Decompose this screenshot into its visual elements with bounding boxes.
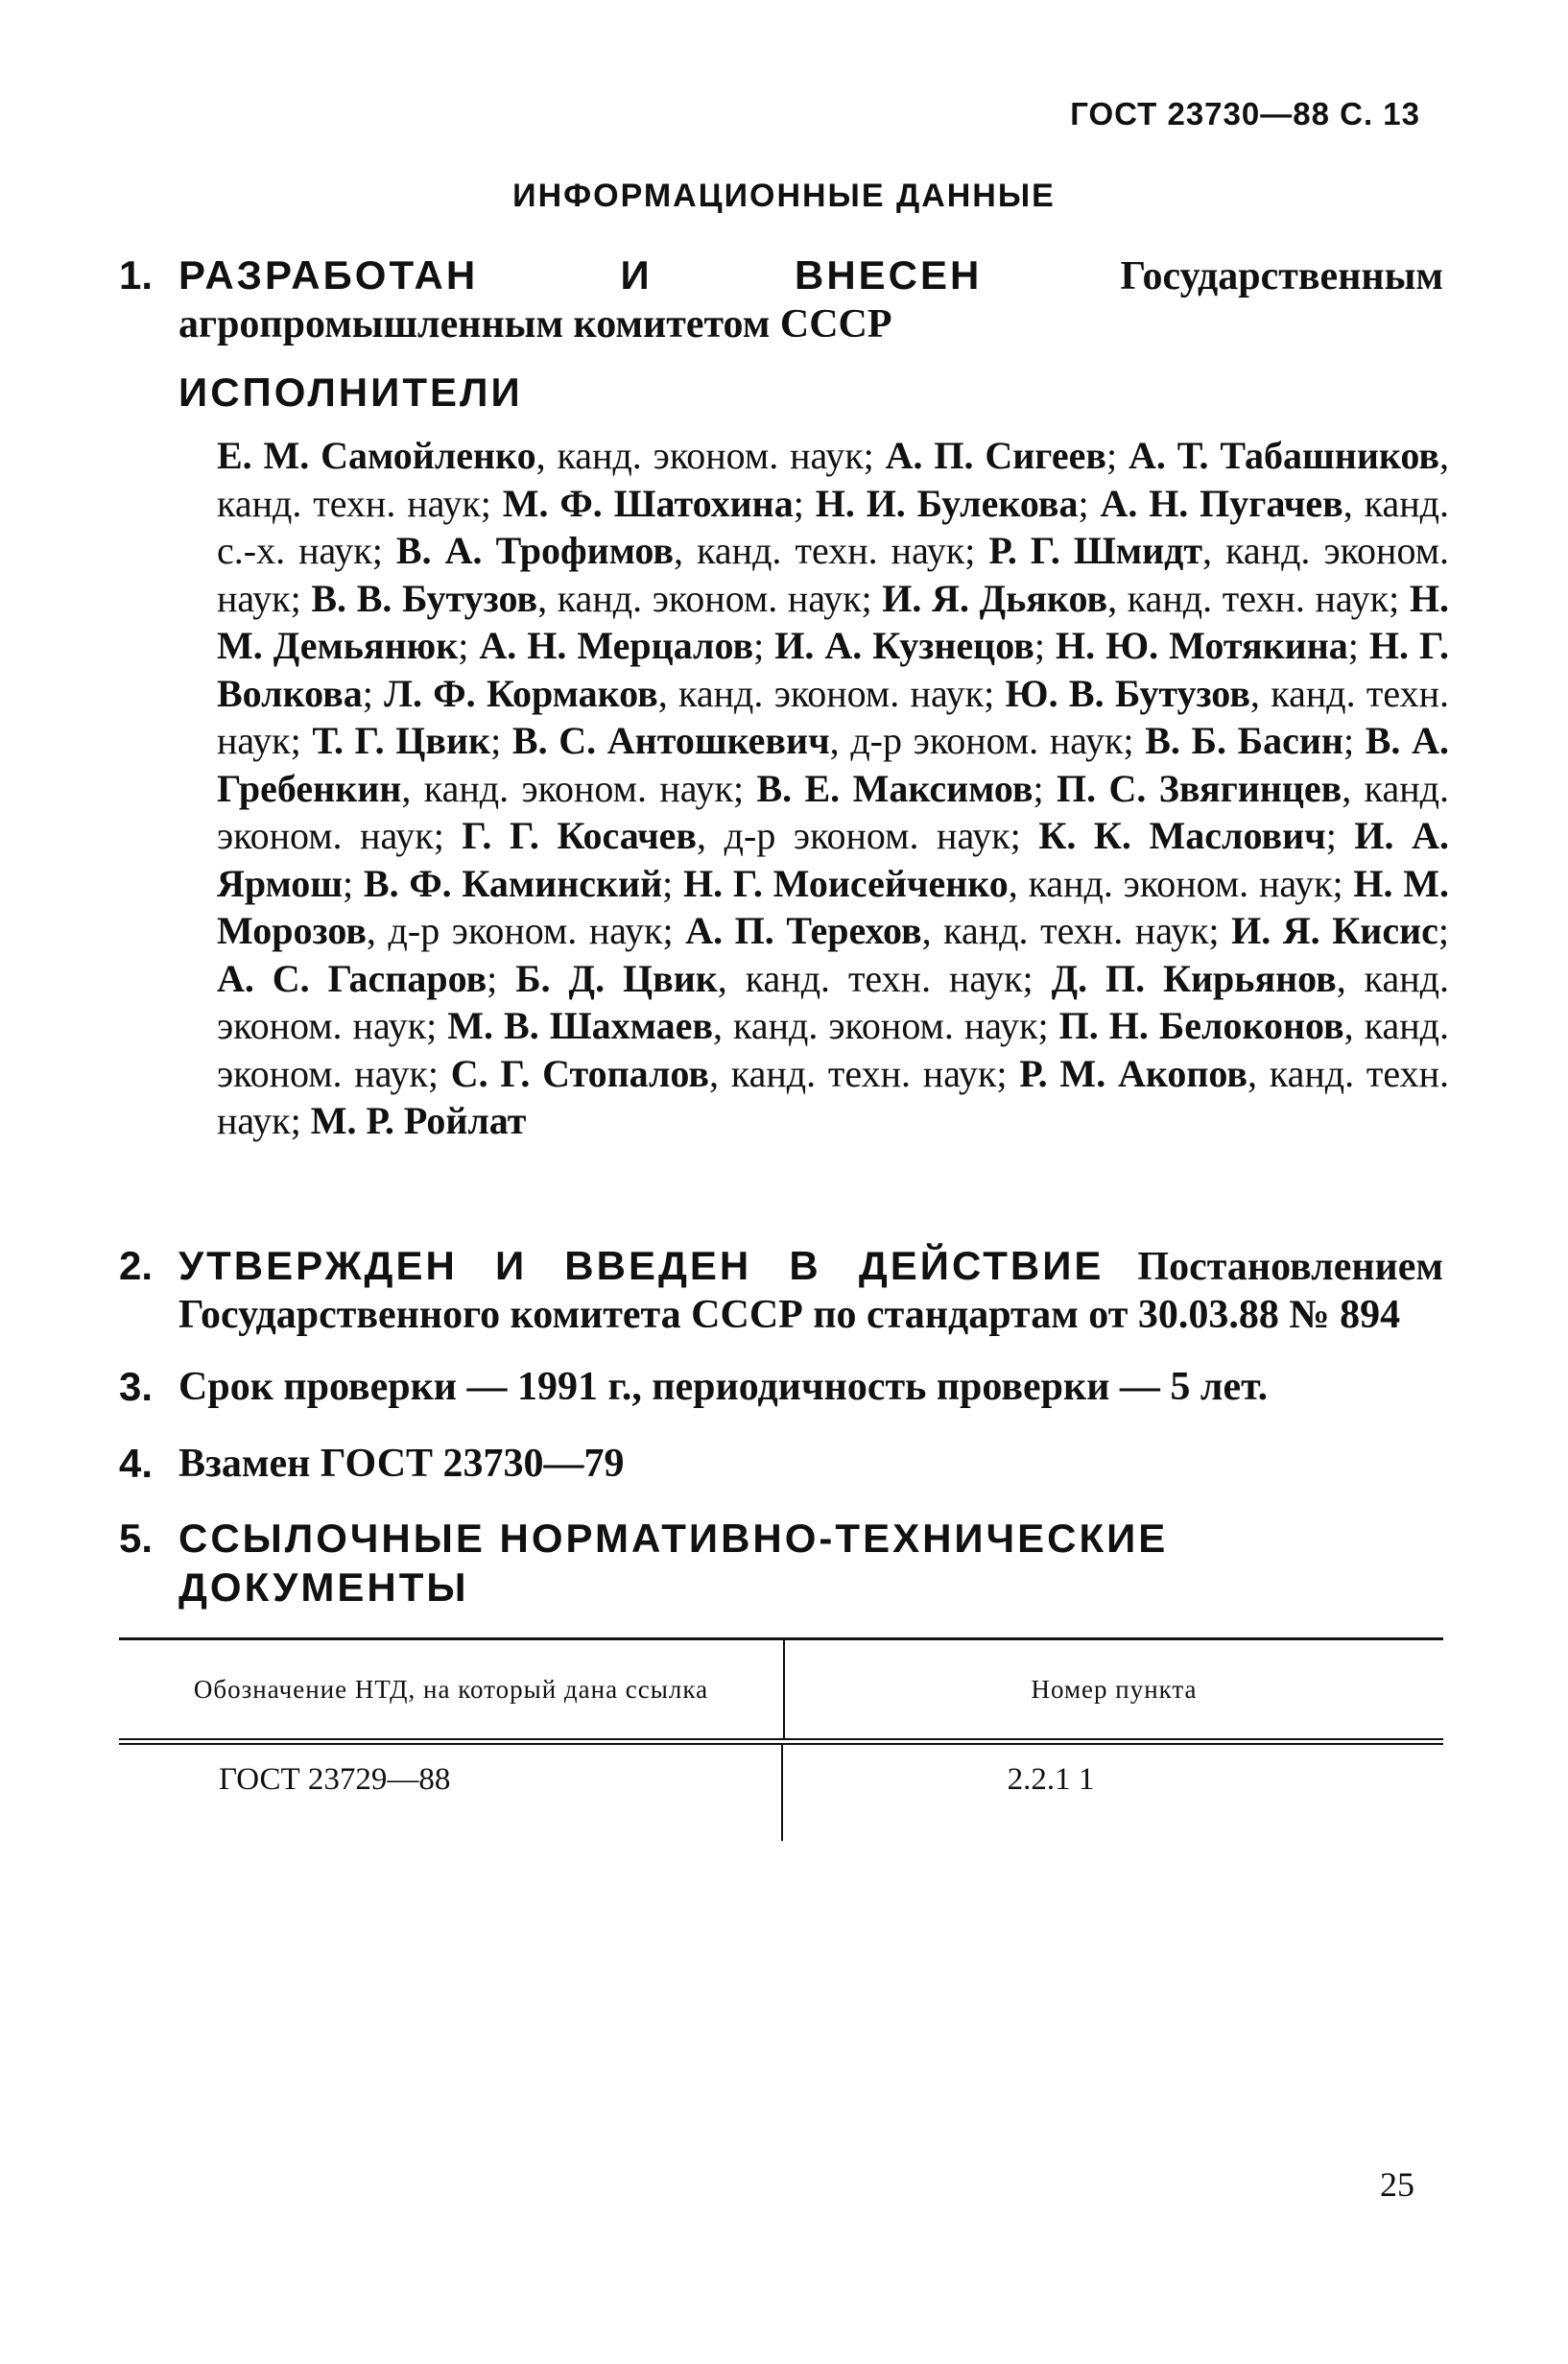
- info-item-5: [119, 1515, 1443, 1612]
- executor-name: Д. П. Кирьянов: [1051, 956, 1337, 1000]
- info-item-1: [119, 251, 1443, 348]
- executor-title: канд. эконом. наук: [217, 956, 1449, 1047]
- reference-documents-table: [119, 1637, 1443, 1841]
- executor-name: Г. Г. Косачев: [462, 814, 698, 857]
- executor-name: И. Я. Кисис: [1231, 909, 1438, 952]
- executor-title: канд. техн. наук: [943, 909, 1209, 952]
- executor-title: канд. эконом. наук: [557, 576, 862, 620]
- executor-title: д-р эконом. наук: [850, 719, 1124, 762]
- executor-name: В. С. Антошкевич: [511, 719, 830, 762]
- executor-name: Р. М. Акопов: [1019, 1051, 1248, 1095]
- executor-title: канд. эконом. наук: [217, 766, 1449, 857]
- executor-name: Н. И. Булекова: [815, 481, 1079, 525]
- executor-name: Е. М. Самойленко: [217, 434, 536, 477]
- executor-name: А. П. Терехов: [685, 909, 922, 952]
- executor-title: канд. эконом. наук: [1028, 861, 1333, 905]
- item-text: Взамен ГОСТ 23730—79: [178, 1442, 625, 1486]
- item-number: 3.: [119, 1364, 154, 1409]
- executor-name: Л. Ф. Кормаков: [384, 671, 658, 715]
- executor-title: д-р эконом. наук: [724, 814, 1010, 857]
- executor-name: В. В. Бутузов: [311, 576, 538, 620]
- executor-name: М. Ф. Шатохина: [502, 481, 794, 525]
- item-number: 2.: [119, 1243, 154, 1288]
- item-text: Государственным агропромышленным комитетом СССР: [178, 254, 1443, 346]
- executor-title: канд. техн. наук: [217, 671, 1450, 762]
- executor-name: В. А. Трофимов: [395, 529, 675, 572]
- executor-title: канд. эконом. наук: [678, 671, 985, 715]
- item-heading: РАЗРАБОТАН И ВНЕСЕН: [178, 252, 983, 298]
- executor-name: Н. Г. Волкова: [217, 624, 1449, 715]
- executor-title: канд. техн. наук: [217, 1051, 1449, 1142]
- executor-name: К. К. Маслович: [1038, 814, 1326, 857]
- executor-name: Р. Г. Шмидт: [988, 529, 1203, 572]
- executors-list: Е. М. Самойленко, канд. эконом. наук; А. П. Сигеев; А. Т. Табашников, канд. техн. наук; М. Ф. Шатохина; Н. И. Булекова; А. Н. Пугачев, канд. с.-х. наук; В. А. Трофимов, канд. техн. наук; Р. Г. Шмидт, канд. эконом. наук; В. В. Бутузов, канд. эконом. наук; И. Я. Дьяков, канд. техн. наук; Н. М. Демьянюк; А. Н. Мерцалов; И. А. Кузнецов; Н. Ю. Мотякина; Н. Г. Волкова; Л. Ф. Кормаков, канд. эконом. наук; Ю. В. Бутузов, канд. техн. наук; Т. Г. Цвик; В. С. Антошкевич, д-р эконом. наук; В. Б. Басин; В. А. Гребенкин, канд. эконом. наук; В. Е. Максимов; П. С. Звягинцев, канд. эконом. наук; Г. Г. Косачев, д-р эконом. наук; К. К. Маслович; И. А. Ярмош; В. Ф. Каминский; Н. Г. Моисейченко, канд. эконом. наук; Н. М. Морозов, д-р эконом. наук; А. П. Терехов, канд. техн. наук; И. Я. Кисис; А. С. Гаспаров; Б. Д. Цвик, канд. техн. наук; Д. П. Кирьянов, канд. эконом. наук; М. В. Шахмаев, канд. эконом. наук; П. Н. Белоконов, канд. эконом. наук; С. Г. Стопалов, канд. техн. наук; Р. М. Акопов, канд. техн. наук; М. Р. Ройлат: [217, 434, 1450, 1142]
- page-header-gost-code: ГОСТ 23730—88 С. 13: [1070, 96, 1420, 131]
- table-cell-designation: ГОСТ 23729—88: [119, 1745, 783, 1841]
- item-number: 1.: [119, 252, 154, 298]
- executors-heading: ИСПОЛНИТЕЛИ: [178, 370, 523, 415]
- executor-title: канд. техн. наук: [217, 481, 481, 525]
- executor-title: канд. эконом. наук: [217, 529, 1450, 620]
- executor-name: И. А. Ярмош: [217, 814, 1450, 905]
- executor-name: М. В. Шахмаев: [447, 1004, 713, 1047]
- item-heading: ССЫЛОЧНЫЕ НОРМАТИВНО-ТЕХНИЧЕСКИЕ ДОКУМЕНТЫ: [178, 1516, 1169, 1610]
- executor-name: Н. Г. Моисейченко: [683, 861, 1009, 905]
- table-cell-clause-number: 2.2.1 1: [1007, 1762, 1095, 1797]
- executor-name: А. П. Сигеев: [885, 434, 1107, 477]
- executor-name: А. Н. Пугачев: [1100, 481, 1343, 525]
- executor-name: Б. Д. Цвик: [515, 956, 718, 1000]
- item-text: Постановлением Государственного комитета СССР по стандартам от 30.03.88 № 894: [178, 1245, 1443, 1337]
- executor-name: В. А. Гребенкин: [217, 719, 1449, 810]
- table-header-clause-number: Номер пункта: [1031, 1675, 1198, 1704]
- item-text: Срок проверки — 1991 г., периодичность проверки — 5 лет.: [178, 1365, 1269, 1409]
- executor-title: канд. техн. наук: [730, 1051, 997, 1095]
- info-item-4: [119, 1440, 1443, 1488]
- info-item-2: [119, 1242, 1443, 1339]
- executor-title: канд. эконом. наук: [557, 434, 864, 477]
- item-number: 4.: [119, 1441, 154, 1486]
- executor-title: д-р эконом. наук: [388, 909, 663, 952]
- executor-name: Н. Ю. Мотякина: [1055, 624, 1348, 667]
- table-header-row: [119, 1640, 1443, 1738]
- executor-title: канд. с.-х. наук: [217, 481, 1449, 572]
- executor-title: канд. эконом. наук: [423, 766, 733, 810]
- executor-name: В. Б. Басин: [1145, 719, 1343, 762]
- executor-name: И. А. Кузнецов: [774, 624, 1034, 667]
- item-heading: УТВЕРЖДЕН И ВВЕДЕН В ДЕЙСТВИЕ: [178, 1243, 1105, 1288]
- executor-name: Н. М. Морозов: [217, 861, 1450, 952]
- executor-name: П. Н. Белоконов: [1058, 1004, 1344, 1047]
- document-title: ИНФОРМАЦИОННЫЕ ДАННЫЕ: [512, 178, 1056, 214]
- executor-name: И. Я. Дьяков: [882, 576, 1108, 620]
- executor-name: Т. Г. Цвик: [312, 719, 491, 762]
- executor-name: Н. М. Демьянюк: [217, 576, 1449, 667]
- table-header-rule: [119, 1738, 1443, 1745]
- executor-title: канд. эконом. наук: [217, 1004, 1450, 1095]
- table-header-designation: Обозначение НТД, на который дана ссылка: [119, 1640, 785, 1738]
- executor-name: А. С. Гаспаров: [217, 956, 487, 1000]
- executor-name: В. Е. Максимов: [756, 766, 1033, 810]
- info-item-3: [119, 1363, 1443, 1411]
- executor-title: канд. техн. наук: [697, 529, 965, 572]
- page-number: 25: [1380, 2165, 1414, 2204]
- executor-name: М. Р. Ройлат: [310, 1099, 527, 1142]
- executor-title: канд. техн. наук: [1127, 576, 1390, 620]
- executor-name: П. С. Звягинцев: [1057, 766, 1342, 810]
- executor-name: А. Т. Табашников: [1128, 434, 1439, 477]
- executor-name: В. Ф. Каминский: [363, 861, 663, 905]
- table-row: [119, 1745, 1443, 1841]
- item-number: 5.: [119, 1516, 154, 1561]
- executor-title: канд. эконом. наук: [732, 1004, 1038, 1047]
- executor-title: канд. техн. наук: [745, 956, 1023, 1000]
- executor-name: Ю. В. Бутузов: [1005, 671, 1250, 715]
- executor-name: С. Г. Стопалов: [450, 1051, 710, 1095]
- executor-name: А. Н. Мерцалов: [479, 624, 754, 667]
